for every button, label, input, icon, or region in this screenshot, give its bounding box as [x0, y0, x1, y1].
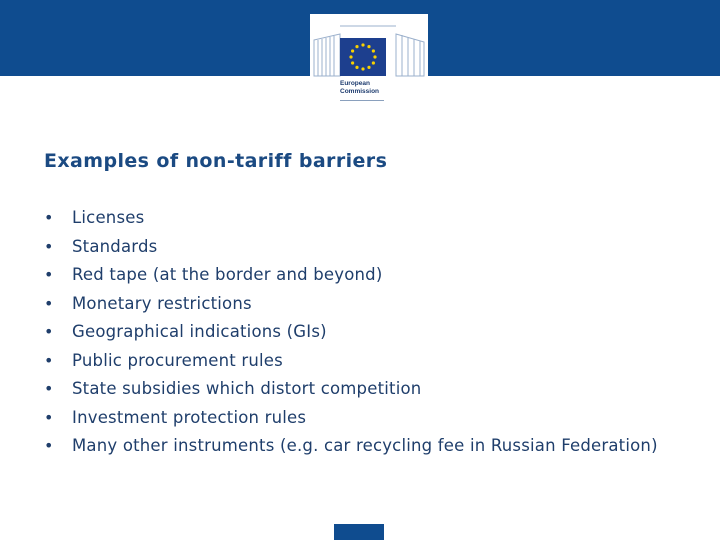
bullet-item — [44, 434, 684, 457]
european-commission-logo — [310, 14, 428, 102]
bullet-icon: • — [44, 208, 54, 227]
logo-line-european: European — [340, 80, 370, 87]
bullet-text: Investment protection rules — [72, 407, 307, 427]
bullet-text: Geographical indications (GIs) — [72, 322, 327, 341]
star-icon — [351, 49, 354, 52]
star-icon — [355, 45, 358, 48]
bullet-text: Red tape (at the border and beyond) — [72, 265, 383, 284]
bullet-icon: • — [44, 436, 54, 455]
bullet-icon: • — [44, 236, 54, 256]
slide-title: Examples of non-tariff barriers — [44, 150, 388, 172]
star-icon — [361, 67, 364, 70]
bullet-icon: • — [44, 350, 54, 370]
star-icon — [373, 55, 376, 58]
star-icon — [367, 66, 370, 69]
logo-text — [340, 80, 379, 96]
star-icon — [367, 45, 370, 48]
bullet-item — [44, 263, 684, 286]
bullet-item — [44, 320, 684, 343]
bullet-text: Licenses — [72, 208, 145, 227]
bullet-item — [44, 406, 684, 429]
bullet-text: Many other instruments (e.g. car recycling fee in Russian Federation) — [72, 436, 658, 455]
bullet-text: Monetary restrictions — [72, 293, 252, 313]
bullet-icon: • — [44, 407, 54, 427]
bullet-item — [44, 377, 684, 400]
bullet-icon: • — [44, 293, 54, 313]
bullet-text: State subsidies which distort competition — [72, 379, 422, 398]
bullet-item — [44, 349, 684, 372]
bullet-list — [44, 206, 684, 463]
bullet-icon: • — [44, 322, 54, 341]
bullet-icon: • — [44, 265, 54, 284]
bullet-item — [44, 235, 684, 258]
bullet-text: Public procurement rules — [72, 350, 283, 370]
star-icon — [351, 61, 354, 64]
star-icon — [372, 49, 375, 52]
star-icon — [372, 61, 375, 64]
logo-underline — [340, 100, 384, 101]
bullet-icon: • — [44, 379, 54, 398]
bullet-text: Standards — [72, 236, 158, 256]
logo-line-commission: Commission — [340, 88, 380, 95]
star-icon — [355, 66, 358, 69]
star-icon — [361, 43, 364, 46]
footer-block — [334, 524, 384, 540]
bullet-item — [44, 292, 684, 315]
bullet-item — [44, 206, 684, 229]
star-icon — [349, 55, 352, 58]
